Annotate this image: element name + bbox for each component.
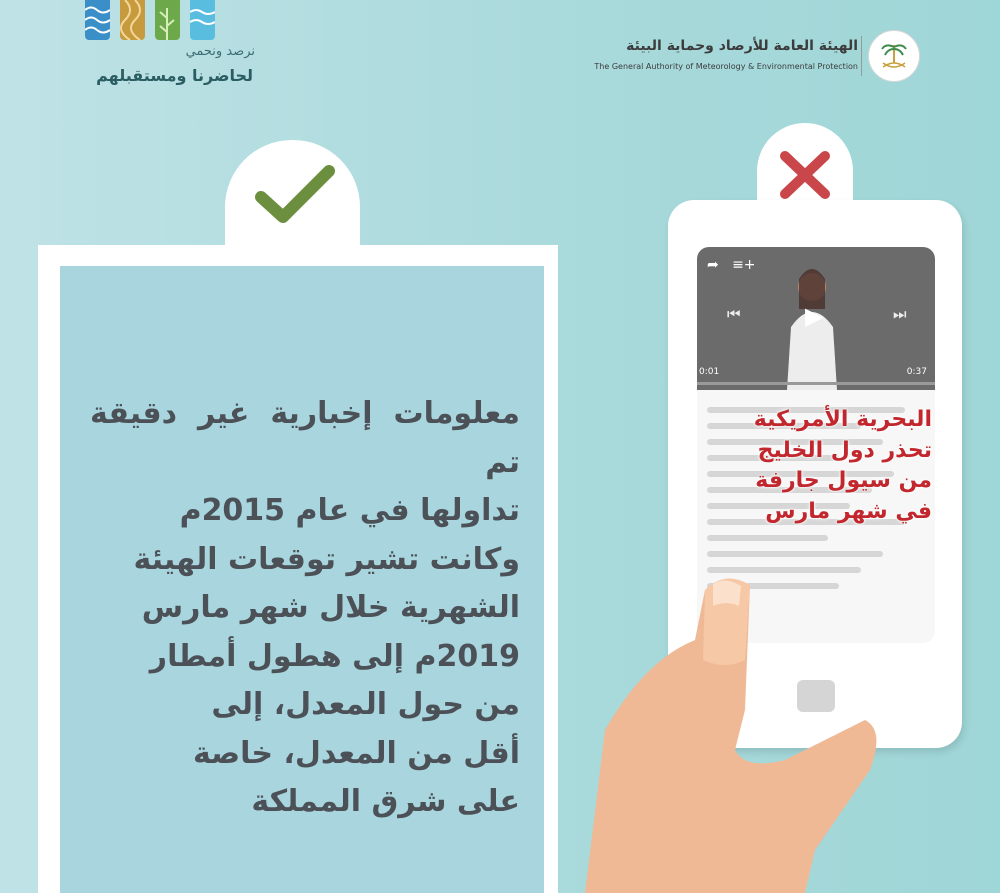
x-mark-icon bbox=[777, 150, 833, 204]
campaign-logo bbox=[85, 0, 255, 95]
video-time-start: 0:01 bbox=[699, 367, 720, 377]
hand-image bbox=[585, 570, 885, 893]
organization-name-ar: الهيئة العامة للأرصاد وحماية البيئة bbox=[626, 38, 858, 54]
organization-name-en: The General Authority of Meteorology & Environmental Protection bbox=[594, 62, 858, 71]
logo-divider bbox=[861, 36, 862, 76]
organization-logo bbox=[594, 30, 920, 82]
water-stripe-icon bbox=[85, 0, 110, 40]
fact-text: معلومات إخبارية غير دقيقة تم تداولها في عام 2015م وكانت تشير توقعات الهيئة الشهرية خلال شهر مارس 2019م إلى هطول أمطار من حول المعدل، إلى أقل من المعدل، خاصة على شرق المملكة bbox=[90, 396, 520, 819]
leaf-stripe-icon bbox=[155, 0, 180, 40]
play-icon[interactable]: ▶ bbox=[805, 302, 824, 330]
logo-stripes bbox=[85, 0, 215, 40]
rumor-headline: البحرية الأمريكية تحذر دول الخليج من سيول جارفة في شهر مارس bbox=[753, 407, 932, 524]
video-progress-bar[interactable] bbox=[697, 382, 935, 385]
previous-icon[interactable]: ⏮ bbox=[727, 305, 741, 323]
check-mark-icon bbox=[255, 165, 335, 229]
sand-stripe-icon bbox=[120, 0, 145, 40]
video-player[interactable] bbox=[697, 247, 935, 390]
wind-stripe-icon bbox=[190, 0, 215, 40]
palm-swords-emblem-icon bbox=[868, 30, 920, 82]
video-time-end: 0:37 bbox=[906, 367, 927, 377]
slogan-line-2: لحاضرنا ومستقبلهم bbox=[96, 66, 253, 85]
share-icon[interactable]: ➦ ≡+ bbox=[707, 257, 756, 273]
slogan-line-1: نرصد ونحمي bbox=[185, 44, 255, 59]
next-icon[interactable]: ⏭ bbox=[893, 305, 907, 323]
